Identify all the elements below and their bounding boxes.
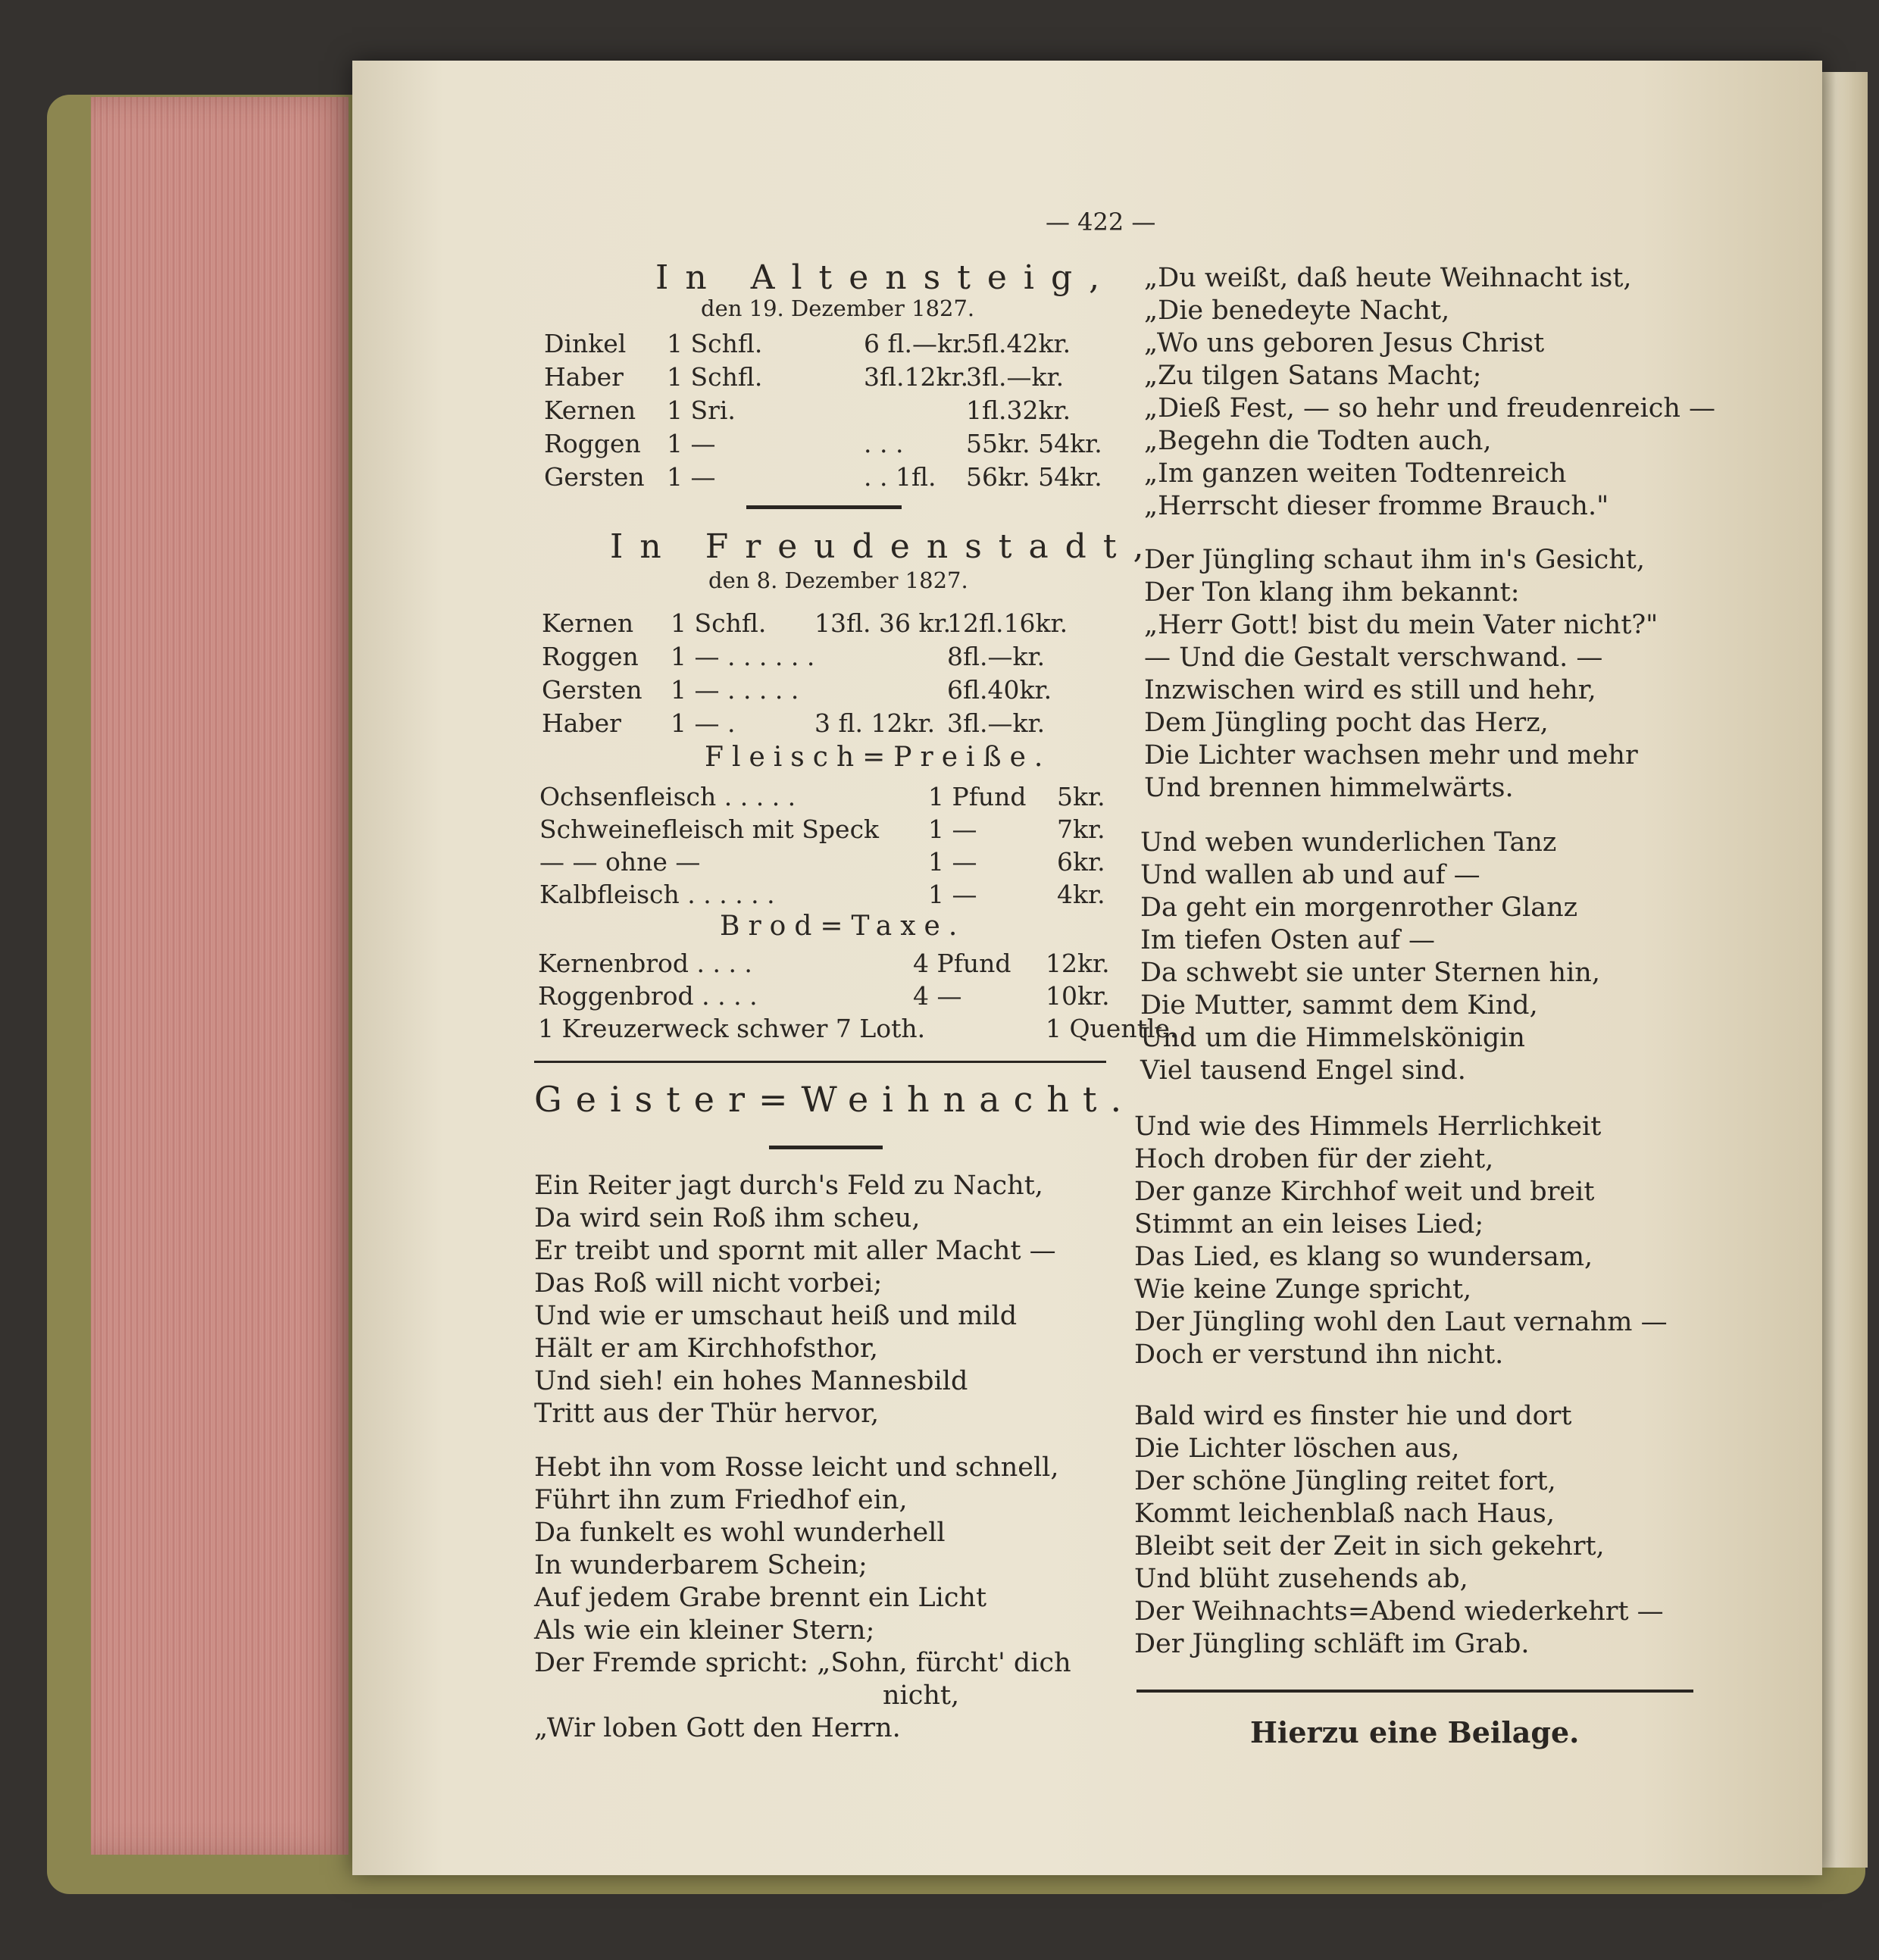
brod-heading: Brod=Taxe. (720, 911, 966, 942)
verse-line: Der Jüngling schaut ihm in's Gesicht, (1144, 545, 1645, 575)
verse-line: Und um die Himmelskönigin (1140, 1023, 1525, 1053)
table-cell: 1 — (667, 429, 716, 458)
verse-line: Inzwischen wird es still und hehr, (1144, 675, 1596, 705)
verse-line: „Wir loben Gott den Herrn. (534, 1713, 901, 1743)
freudenstadt-date: den 8. Dezember 1827. (708, 567, 968, 593)
verse-line: Und weben wunderlichen Tanz (1140, 827, 1557, 858)
altensteig-heading: In Altensteig, (655, 258, 1117, 297)
table-cell: 6 fl.—kr. (864, 329, 970, 358)
verse-line: Im tiefen Osten auf — (1140, 925, 1436, 955)
verse-line: Stimmt an ein leises Lied; (1134, 1209, 1484, 1239)
verse-line: Ein Reiter jagt durch's Feld zu Nacht, (534, 1171, 1043, 1201)
verse-line: „Begehn die Todten auch, (1144, 426, 1492, 456)
verse-line: Dem Jüngling pocht das Herz, (1144, 708, 1549, 738)
verse-line: „Herr Gott! bist du mein Vater nicht?" (1144, 610, 1659, 640)
verse-line: Und brennen himmelwärts. (1144, 773, 1514, 803)
verse-line: Und sieh! ein hohes Mannesbild (534, 1366, 968, 1396)
table-cell: Dinkel (544, 329, 627, 358)
verse-line: Der ganze Kirchhof weit und breit (1134, 1177, 1595, 1207)
verse-line: Das Roß will nicht vorbei; (534, 1268, 883, 1299)
table-cell: 5kr. (1057, 782, 1105, 811)
section-rule (534, 1061, 1106, 1063)
table-cell: 1 — . (671, 708, 736, 738)
footer-note: Hierzu eine Beilage. (1250, 1715, 1580, 1749)
verse-line: Der Fremde spricht: „Sohn, fürcht' dich (534, 1648, 1071, 1678)
table-cell: 1 — (928, 847, 977, 877)
verse-line: Der Ton klang ihm bekannt: (1144, 577, 1520, 608)
table-cell: 7kr. (1057, 814, 1105, 844)
verse-line: Das Lied, es klang so wundersam, (1134, 1242, 1593, 1272)
table-cell: Roggen (544, 429, 641, 458)
table-cell: 5fl.42kr. (966, 329, 1071, 358)
verse-line: „Dieß Fest, — so hehr und freudenreich — (1144, 393, 1716, 424)
verse-line: Hält er am Kirchhofsthor, (534, 1333, 878, 1364)
verse-line: „Die benedeyte Nacht, (1144, 295, 1450, 326)
table-cell: 10kr. (1046, 981, 1110, 1011)
table-cell: 55kr. 54kr. (966, 429, 1102, 458)
table-cell: 3 fl. 12kr. (814, 708, 936, 738)
verse-line: „Wo uns geboren Jesus Christ (1144, 328, 1545, 358)
table-cell: 13fl. 36 kr. (814, 608, 952, 638)
verse-line: „Im ganzen weiten Todtenreich (1144, 458, 1567, 489)
table-cell: Kernen (542, 608, 634, 638)
verse-line: Doch er verstund ihn nicht. (1134, 1339, 1504, 1370)
table-cell: 56kr. 54kr. (966, 462, 1102, 492)
table-cell: 1fl.32kr. (966, 395, 1071, 425)
divider (746, 505, 902, 509)
verse-line: „Zu tilgen Satans Macht; (1144, 361, 1482, 391)
verse-line: Da funkelt es wohl wunderhell (534, 1518, 946, 1548)
table-cell: Kernen (544, 395, 636, 425)
verse-line: Führt ihn zum Friedhof ein, (534, 1485, 908, 1515)
verse-line: „Du weißt, daß heute Weihnacht ist, (1144, 263, 1632, 293)
page-number: — 422 — (1046, 208, 1156, 236)
verse-line: Hoch droben für der zieht, (1134, 1144, 1494, 1174)
table-cell: 1 Quentle. (1046, 1014, 1178, 1043)
table-cell: 6kr. (1057, 847, 1105, 877)
table-cell: 4 — (913, 981, 962, 1011)
verse-line: — Und die Gestalt verschwand. — (1144, 642, 1603, 673)
table-cell: 1 Schfl. (671, 608, 767, 638)
verse-line: In wunderbarem Schein; (534, 1550, 868, 1580)
verse-line: Tritt aus der Thür hervor, (534, 1399, 880, 1429)
verse-line: Da schwebt sie unter Sternen hin, (1140, 958, 1600, 988)
table-cell: . . 1fl. (864, 462, 936, 492)
footer-rule (1136, 1690, 1693, 1693)
verse-line: Er treibt und spornt mit aller Macht — (534, 1236, 1056, 1266)
verse-line: nicht, (883, 1680, 960, 1711)
verse-line: Und wie er umschaut heiß und mild (534, 1301, 1018, 1331)
table-cell: 1 — . . . . . (671, 675, 799, 705)
fleisch-heading: Fleisch=Preiße. (705, 742, 1052, 773)
verse-line: Als wie ein kleiner Stern; (534, 1615, 875, 1646)
verse-line: Der Weihnachts=Abend wiederkehrt — (1134, 1596, 1664, 1627)
table-cell: 1 Pfund (928, 782, 1027, 811)
table-cell: Gersten (544, 462, 645, 492)
table-cell: Haber (544, 362, 624, 392)
verse-line: Bleibt seit der Zeit in sich gekehrt, (1134, 1531, 1605, 1561)
table-cell: Haber (542, 708, 621, 738)
table-cell: 1 — (667, 462, 716, 492)
verse-line: Und blüht zusehends ab, (1134, 1564, 1468, 1594)
verse-line: Der Jüngling schläft im Grab. (1134, 1629, 1530, 1659)
verse-line: Hebt ihn vom Rosse leicht und schnell, (534, 1452, 1059, 1483)
verse-line: Bald wird es finster hie und dort (1134, 1401, 1572, 1431)
table-cell: — — ohne — (539, 847, 701, 877)
verse-line: Und wie des Himmels Herrlichkeit (1134, 1111, 1602, 1142)
table-cell: . . . (864, 429, 904, 458)
verse-line: Die Mutter, sammt dem Kind, (1140, 990, 1538, 1021)
poem-title: Geister=Weihnacht. (534, 1079, 1136, 1120)
table-cell: 1 Schfl. (667, 362, 763, 392)
table-cell: Ochsenfleisch . . . . . (539, 782, 796, 811)
table-cell: 12kr. (1046, 949, 1110, 978)
table-cell: Kernenbrod . . . . (538, 949, 752, 978)
title-underline (769, 1146, 883, 1149)
table-cell: 3fl.12kr. (864, 362, 969, 392)
table-cell: Gersten (542, 675, 642, 705)
verse-line: Kommt leichenblaß nach Haus, (1134, 1499, 1555, 1529)
table-cell: Roggenbrod . . . . (538, 981, 758, 1011)
table-cell: 1 Kreuzerweck schwer 7 Loth. (538, 1014, 926, 1043)
table-cell: Kalbfleisch . . . . . . (539, 880, 775, 909)
verse-line: Da wird sein Roß ihm scheu, (534, 1203, 921, 1233)
freudenstadt-heading: In Freudenstadt, (610, 527, 1161, 566)
verse-line: Wie keine Zunge spricht, (1134, 1274, 1472, 1305)
table-cell: 4kr. (1057, 880, 1105, 909)
table-cell: Schweinefleisch mit Speck (539, 814, 880, 844)
table-cell: 1 Sri. (667, 395, 736, 425)
verse-line: Und wallen ab und auf — (1140, 860, 1480, 890)
verse-line: Die Lichter löschen aus, (1134, 1433, 1460, 1464)
verse-line: Der Jüngling wohl den Laut vernahm — (1134, 1307, 1668, 1337)
table-cell: 1 Schfl. (667, 329, 763, 358)
table-cell: 1 — (928, 880, 977, 909)
table-cell: 6fl.40kr. (947, 675, 1052, 705)
verse-line: Auf jedem Grabe brennt ein Licht (534, 1583, 987, 1613)
verse-line: Viel tausend Engel sind. (1140, 1055, 1466, 1086)
table-cell: 8fl.—kr. (947, 642, 1046, 671)
altensteig-date: den 19. Dezember 1827. (701, 295, 975, 321)
verse-line: Da geht ein morgenrother Glanz (1140, 892, 1578, 923)
table-cell: 3fl.—kr. (966, 362, 1065, 392)
table-cell: 1 — (928, 814, 977, 844)
page-block-edge (91, 97, 349, 1855)
table-cell: 4 Pfund (913, 949, 1011, 978)
verse-line: Der schöne Jüngling reitet fort, (1134, 1466, 1556, 1496)
table-cell: 3fl.—kr. (947, 708, 1046, 738)
verse-line: „Herrscht dieser fromme Brauch." (1144, 491, 1609, 521)
table-cell: Roggen (542, 642, 639, 671)
right-pages (1822, 72, 1868, 1868)
table-cell: 12fl.16kr. (947, 608, 1068, 638)
verse-line: Die Lichter wachsen mehr und mehr (1144, 740, 1638, 771)
table-cell: 1 — . . . . . . (671, 642, 815, 671)
